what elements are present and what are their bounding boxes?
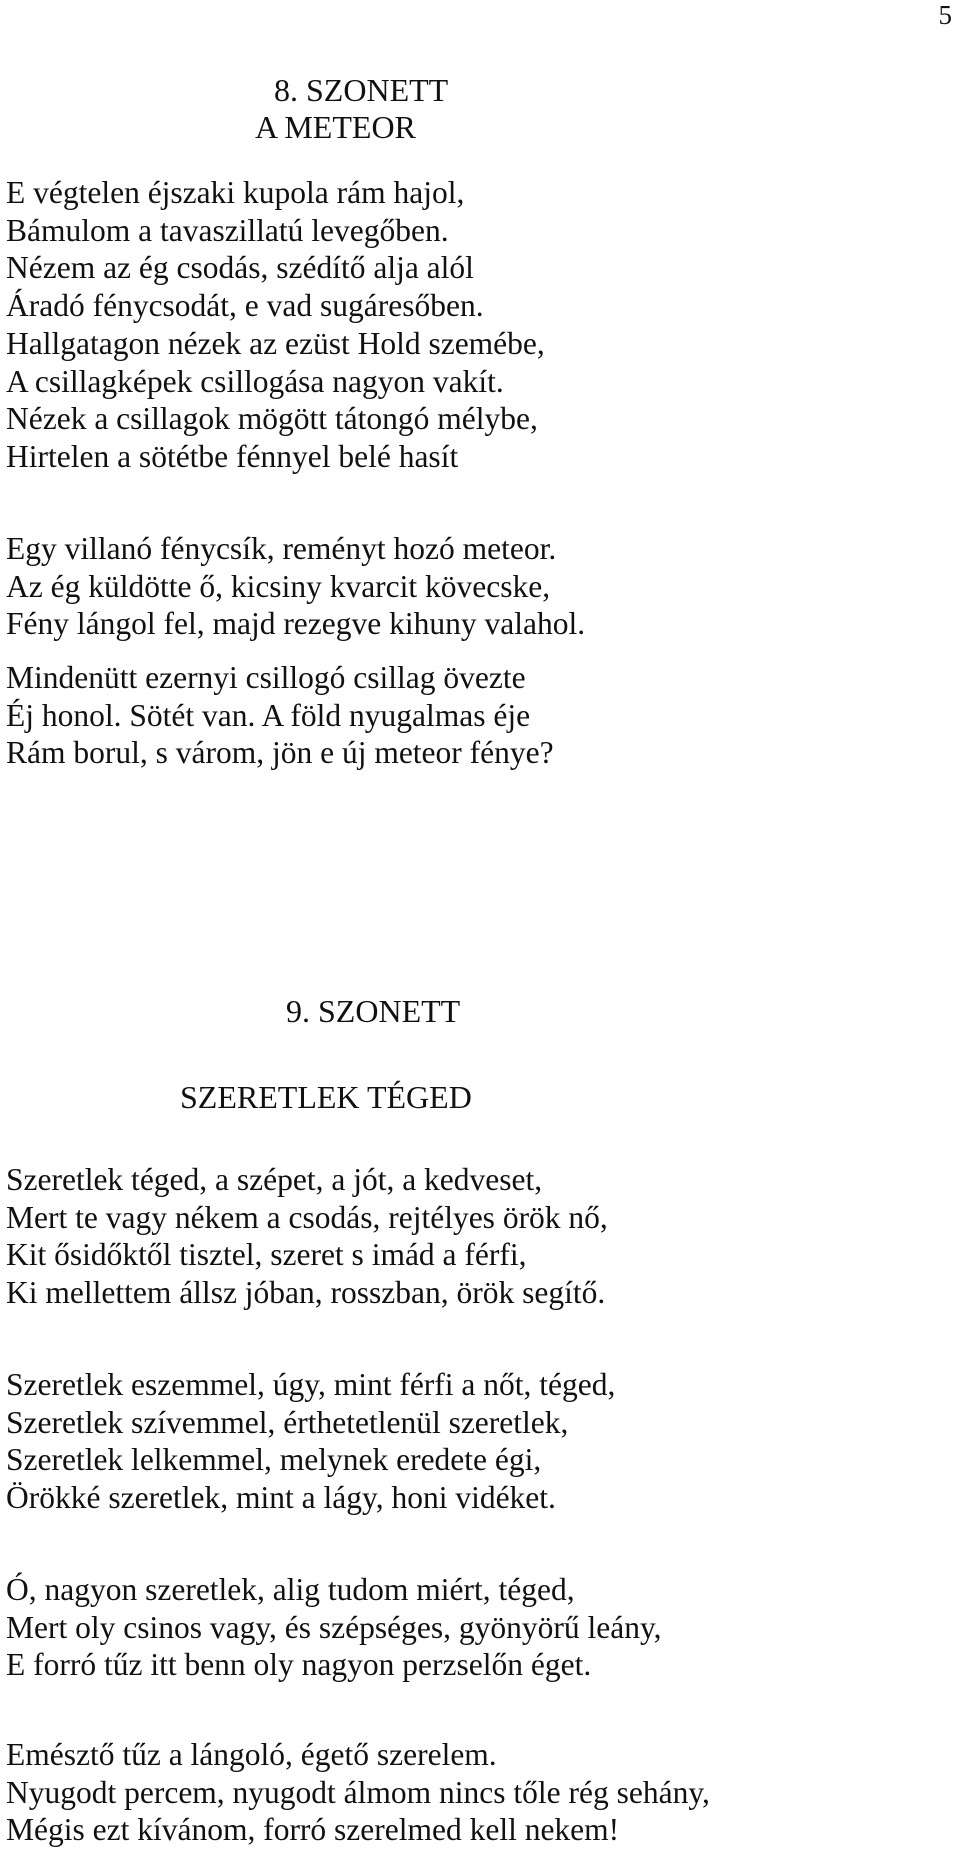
poem-line: Rám borul, s várom, jön e új meteor fénye?	[6, 735, 554, 770]
poem-line: Ki mellettem állsz jóban, rosszban, örök segítő.	[6, 1274, 606, 1310]
poem-line: Nézem az ég csodás, szédítő alja alól	[6, 250, 474, 285]
poem-2-stanza-3	[6, 1571, 662, 1684]
poem-1-stanza-4	[6, 659, 554, 772]
poem-line: Szeretlek lelkemmel, melynek eredete égi,	[6, 1442, 542, 1477]
poem-line: Fény lángol fel, majd rezegve kihuny valahol.	[6, 606, 586, 641]
poem-line: Szeretlek eszemmel, úgy, mint férfi a nőt, téged,	[6, 1367, 616, 1402]
poem-line: Mert te vagy nékem a csodás, rejtélyes örök nő,	[6, 1199, 608, 1235]
poem-line: Hirtelen a sötétbe fénnyel belé hasít	[6, 438, 459, 474]
poem-line: Hallgatagon nézek az ezüst Hold szemébe,	[6, 326, 545, 361]
page-number: 5	[938, 0, 952, 30]
poem-1-stanza-2	[6, 325, 545, 475]
poem-2-stanza-4	[6, 1736, 710, 1849]
poem-1-subtitle: A METEOR	[255, 109, 416, 145]
poem-line: Ó, nagyon szeretlek, alig tudom miért, téged,	[6, 1572, 575, 1607]
poem-line: A csillagképek csillogása nagyon vakít.	[6, 363, 504, 399]
poem-line: Áradó fénycsodát, e vad sugáresőben.	[6, 287, 484, 323]
poem-2-stanza-2	[6, 1366, 615, 1516]
poem-line: Kit ősidőktől tisztel, szeret s imád a férfi,	[6, 1237, 527, 1272]
poem-line: Éj honol. Sötét van. A föld nyugalmas éje	[6, 697, 531, 733]
poem-line: Nyugodt percem, nyugodt álmom nincs tőle rég sehány,	[6, 1774, 710, 1810]
poem-line: Mindenütt ezernyi csillogó csillag övezte	[6, 660, 526, 695]
poem-line: Bámulom a tavaszillatú levegőben.	[6, 212, 449, 248]
poem-1-stanza-3	[6, 530, 585, 643]
poem-line: E végtelen éjszaki kupola rám hajol,	[6, 175, 465, 210]
poem-line: Mégis ezt kívánom, forró szerelmed kell nekem!	[6, 1812, 620, 1847]
poem-1-stanza-1	[6, 174, 484, 324]
poem-line: Nézek a csillagok mögött tátongó mélybe,	[6, 401, 538, 436]
poem-line: Az ég küldötte ő, kicsiny kvarcit kövecske,	[6, 568, 551, 604]
poem-2-stanza-1	[6, 1161, 608, 1311]
poem-line: Szeretlek szívemmel, érthetetlenül szeretlek,	[6, 1404, 569, 1440]
poem-line: Mert oly csinos vagy, és szépséges, gyönyörű leány,	[6, 1609, 662, 1645]
poem-1-title: 8. SZONETT	[274, 72, 449, 108]
poem-line: Emésztő tűz a lángoló, égető szerelem.	[6, 1737, 497, 1772]
poem-line: Egy villanó fénycsík, reményt hozó meteor.	[6, 531, 557, 566]
poem-line: E forró tűz itt benn oly nagyon perzselőn éget.	[6, 1647, 592, 1682]
poem-line: Szeretlek téged, a szépet, a jót, a kedveset,	[6, 1162, 543, 1197]
poem-2-title: 9. SZONETT	[286, 993, 461, 1029]
poem-line: Örökké szeretlek, mint a lágy, honi vidéket.	[6, 1479, 556, 1515]
poem-2-subtitle: SZERETLEK TÉGED	[180, 1079, 472, 1115]
